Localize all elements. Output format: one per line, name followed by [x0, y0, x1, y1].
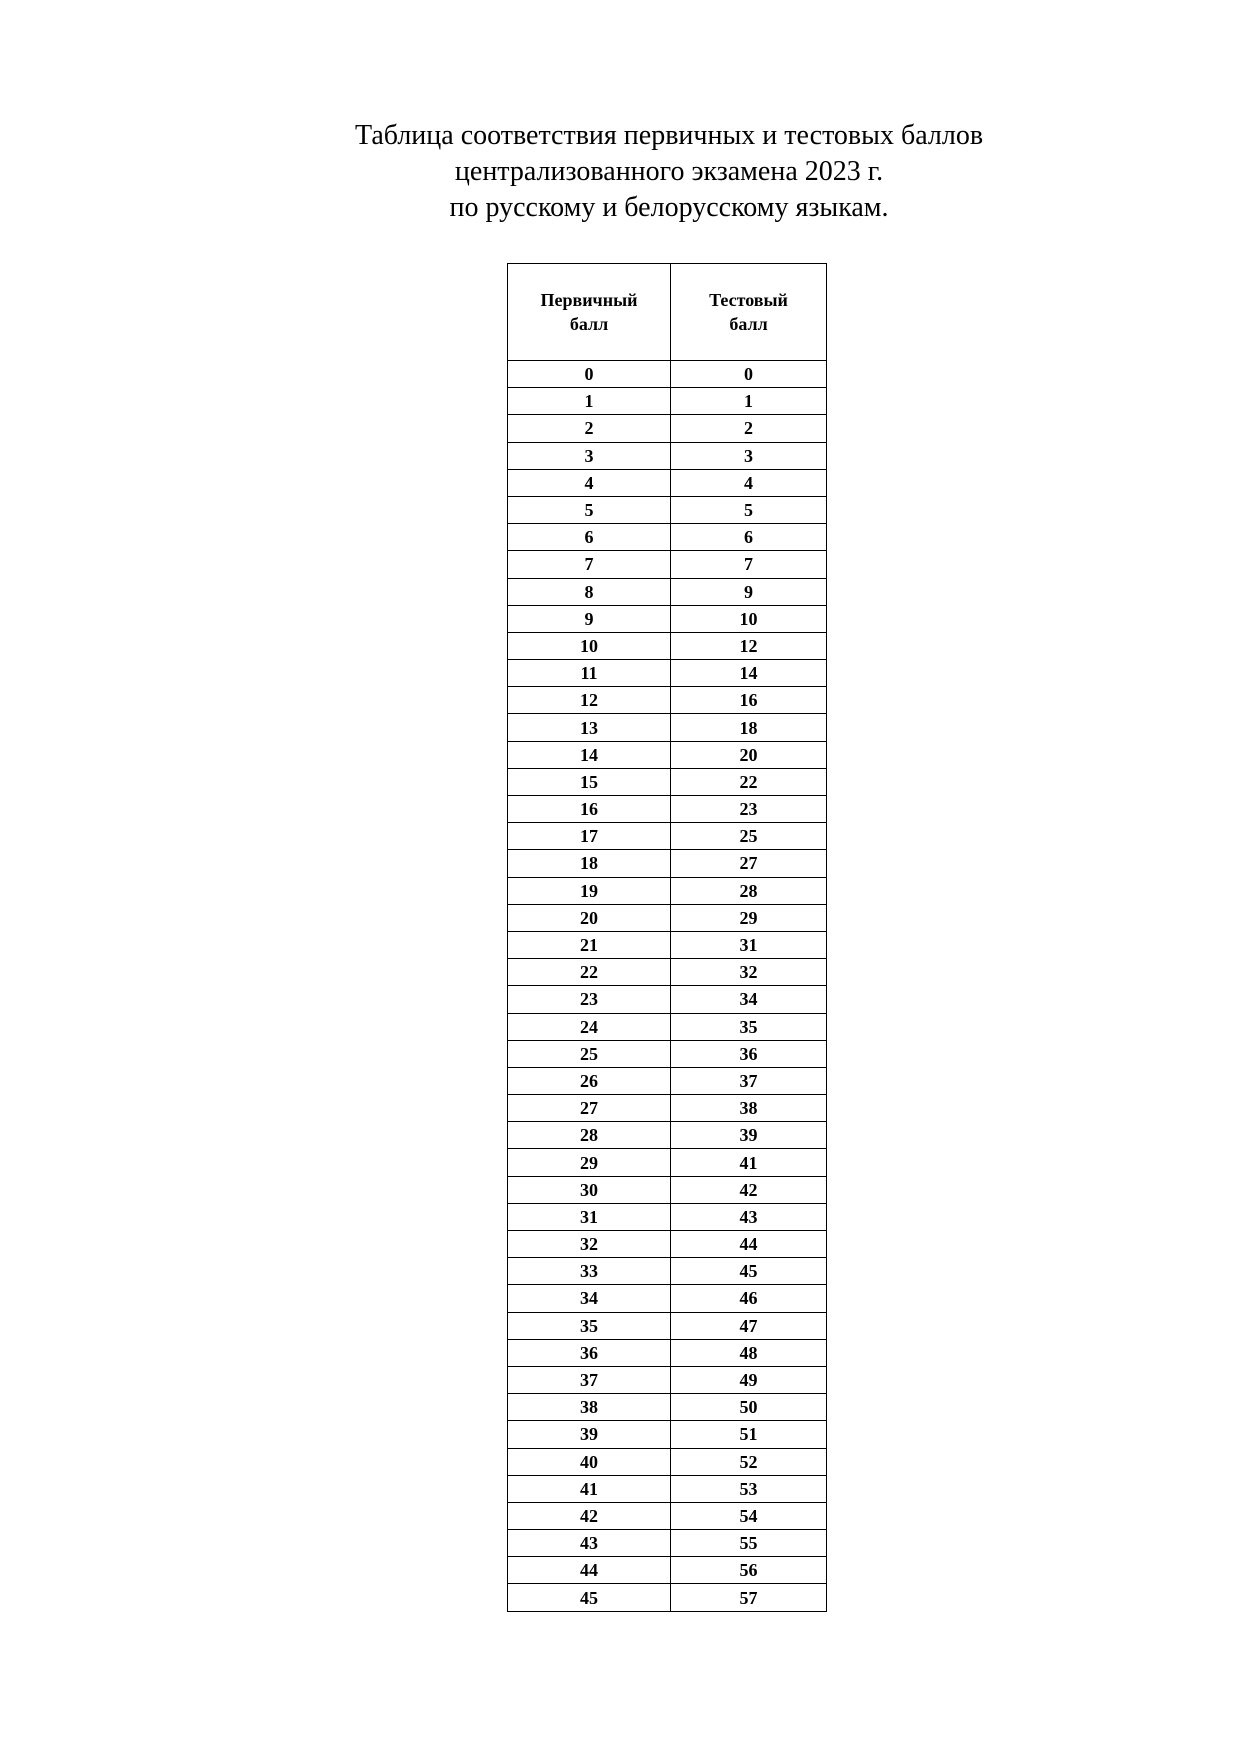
- primary-score-cell: 37: [508, 1366, 671, 1393]
- primary-score-cell: 2: [508, 415, 671, 442]
- primary-score-cell: 11: [508, 660, 671, 687]
- test-score-cell: 48: [671, 1339, 827, 1366]
- test-score-cell: 51: [671, 1421, 827, 1448]
- primary-score-cell: 13: [508, 714, 671, 741]
- test-score-cell: 7: [671, 551, 827, 578]
- test-score-cell: 27: [671, 850, 827, 877]
- table-row: [508, 1122, 827, 1149]
- table-row: [508, 551, 827, 578]
- test-score-cell: 23: [671, 796, 827, 823]
- test-score-cell: 47: [671, 1312, 827, 1339]
- table-row: [508, 632, 827, 659]
- primary-score-cell: 17: [508, 823, 671, 850]
- table-row: [508, 823, 827, 850]
- table-row: [508, 768, 827, 795]
- test-score-cell: 42: [671, 1176, 827, 1203]
- document-title: [0, 118, 1241, 226]
- table-row: [508, 469, 827, 496]
- test-score-cell: 43: [671, 1203, 827, 1230]
- test-score-cell: 2: [671, 415, 827, 442]
- test-score-cell: 14: [671, 660, 827, 687]
- header-test-line-2: балл: [729, 314, 768, 334]
- test-score-cell: 18: [671, 714, 827, 741]
- table-row: [508, 361, 827, 388]
- test-score-cell: 53: [671, 1475, 827, 1502]
- test-score-cell: 3: [671, 442, 827, 469]
- primary-score-cell: 36: [508, 1339, 671, 1366]
- table-row: [508, 1557, 827, 1584]
- table-row: [508, 578, 827, 605]
- title-line-1: Таблица соответствия первичных и тестовых баллов: [354, 120, 984, 151]
- primary-score-cell: 19: [508, 877, 671, 904]
- test-score-cell: 5: [671, 496, 827, 523]
- test-score-cell: 38: [671, 1095, 827, 1122]
- primary-score-cell: 10: [508, 632, 671, 659]
- test-score-cell: 35: [671, 1013, 827, 1040]
- primary-score-cell: 14: [508, 741, 671, 768]
- table-row: [508, 687, 827, 714]
- primary-score-cell: 44: [508, 1557, 671, 1584]
- table-row: [508, 660, 827, 687]
- primary-score-cell: 8: [508, 578, 671, 605]
- primary-score-cell: 39: [508, 1421, 671, 1448]
- primary-score-cell: 4: [508, 469, 671, 496]
- score-conversion-table: [507, 263, 827, 1612]
- primary-score-cell: 38: [508, 1394, 671, 1421]
- table-row: [508, 605, 827, 632]
- table-row: [508, 1095, 827, 1122]
- table-row: [508, 1448, 827, 1475]
- header-test-score: [671, 264, 827, 361]
- test-score-cell: 16: [671, 687, 827, 714]
- primary-score-cell: 42: [508, 1502, 671, 1529]
- table-row: [508, 1312, 827, 1339]
- table-row: [508, 1584, 827, 1611]
- test-score-cell: 10: [671, 605, 827, 632]
- table-row: [508, 1339, 827, 1366]
- test-score-cell: 52: [671, 1448, 827, 1475]
- table-header-row: [508, 264, 827, 361]
- primary-score-cell: 40: [508, 1448, 671, 1475]
- test-score-cell: 45: [671, 1258, 827, 1285]
- table-row: [508, 877, 827, 904]
- primary-score-cell: 30: [508, 1176, 671, 1203]
- test-score-cell: 46: [671, 1285, 827, 1312]
- title-line-2: централизованного экзамена 2023 г.: [454, 156, 884, 187]
- table-row: [508, 1067, 827, 1094]
- test-score-cell: 41: [671, 1149, 827, 1176]
- table-row: [508, 1203, 827, 1230]
- primary-score-cell: 20: [508, 904, 671, 931]
- table-row: [508, 1231, 827, 1258]
- primary-score-cell: 28: [508, 1122, 671, 1149]
- table-row: [508, 1285, 827, 1312]
- table-row: [508, 524, 827, 551]
- table-row: [508, 496, 827, 523]
- header-primary-line-1: Первичный: [540, 290, 638, 310]
- table-row: [508, 796, 827, 823]
- table-row: [508, 442, 827, 469]
- test-score-cell: 50: [671, 1394, 827, 1421]
- primary-score-cell: 29: [508, 1149, 671, 1176]
- test-score-cell: 57: [671, 1584, 827, 1611]
- test-score-cell: 6: [671, 524, 827, 551]
- test-score-cell: 54: [671, 1502, 827, 1529]
- table-row: [508, 1421, 827, 1448]
- primary-score-cell: 34: [508, 1285, 671, 1312]
- primary-score-cell: 41: [508, 1475, 671, 1502]
- table-row: [508, 1394, 827, 1421]
- test-score-cell: 20: [671, 741, 827, 768]
- primary-score-cell: 33: [508, 1258, 671, 1285]
- primary-score-cell: 9: [508, 605, 671, 632]
- table-row: [508, 741, 827, 768]
- table-row: [508, 1530, 827, 1557]
- primary-score-cell: 31: [508, 1203, 671, 1230]
- table-row: [508, 986, 827, 1013]
- primary-score-cell: 27: [508, 1095, 671, 1122]
- test-score-cell: 44: [671, 1231, 827, 1258]
- primary-score-cell: 1: [508, 388, 671, 415]
- table-row: [508, 1013, 827, 1040]
- primary-score-cell: 3: [508, 442, 671, 469]
- table-row: [508, 1502, 827, 1529]
- table-row: [508, 415, 827, 442]
- primary-score-cell: 18: [508, 850, 671, 877]
- test-score-cell: 0: [671, 361, 827, 388]
- table-row: [508, 931, 827, 958]
- test-score-cell: 29: [671, 904, 827, 931]
- test-score-cell: 34: [671, 986, 827, 1013]
- table-row: [508, 850, 827, 877]
- primary-score-cell: 25: [508, 1040, 671, 1067]
- table-row: [508, 1176, 827, 1203]
- primary-score-cell: 45: [508, 1584, 671, 1611]
- primary-score-cell: 12: [508, 687, 671, 714]
- test-score-cell: 56: [671, 1557, 827, 1584]
- test-score-cell: 1: [671, 388, 827, 415]
- test-score-cell: 39: [671, 1122, 827, 1149]
- table-body: [508, 361, 827, 1612]
- table-row: [508, 1040, 827, 1067]
- primary-score-cell: 7: [508, 551, 671, 578]
- test-score-cell: 4: [671, 469, 827, 496]
- primary-score-cell: 26: [508, 1067, 671, 1094]
- table-row: [508, 1366, 827, 1393]
- table-row: [508, 904, 827, 931]
- primary-score-cell: 24: [508, 1013, 671, 1040]
- table-row: [508, 959, 827, 986]
- primary-score-cell: 43: [508, 1530, 671, 1557]
- header-primary-line-2: балл: [569, 314, 609, 334]
- header-primary-score: [508, 264, 671, 361]
- primary-score-cell: 6: [508, 524, 671, 551]
- primary-score-cell: 15: [508, 768, 671, 795]
- test-score-cell: 37: [671, 1067, 827, 1094]
- test-score-cell: 36: [671, 1040, 827, 1067]
- primary-score-cell: 35: [508, 1312, 671, 1339]
- test-score-cell: 28: [671, 877, 827, 904]
- test-score-cell: 9: [671, 578, 827, 605]
- primary-score-cell: 16: [508, 796, 671, 823]
- test-score-cell: 22: [671, 768, 827, 795]
- test-score-cell: 12: [671, 632, 827, 659]
- test-score-cell: 55: [671, 1530, 827, 1557]
- primary-score-cell: 0: [508, 361, 671, 388]
- title-line-3: по русскому и белорусскому языкам.: [449, 192, 889, 223]
- table-row: [508, 1475, 827, 1502]
- primary-score-cell: 5: [508, 496, 671, 523]
- primary-score-cell: 23: [508, 986, 671, 1013]
- header-test-line-1: Тестовый: [709, 290, 788, 310]
- primary-score-cell: 22: [508, 959, 671, 986]
- test-score-cell: 49: [671, 1366, 827, 1393]
- table-row: [508, 388, 827, 415]
- table-row: [508, 714, 827, 741]
- primary-score-cell: 32: [508, 1231, 671, 1258]
- primary-score-cell: 21: [508, 931, 671, 958]
- test-score-cell: 25: [671, 823, 827, 850]
- test-score-cell: 31: [671, 931, 827, 958]
- table-row: [508, 1149, 827, 1176]
- table-row: [508, 1258, 827, 1285]
- test-score-cell: 32: [671, 959, 827, 986]
